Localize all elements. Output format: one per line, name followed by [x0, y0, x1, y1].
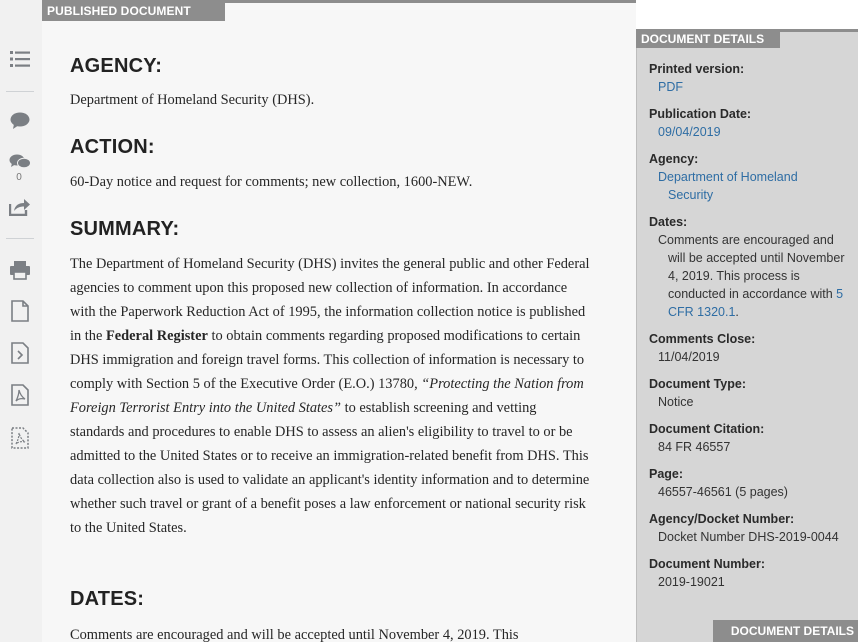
document-details-label: DOCUMENT DETAILS [636, 32, 780, 48]
document-details-header [636, 29, 858, 48]
document-details-footer-label: DOCUMENT DETAILS [713, 623, 858, 642]
docket-number-label: Agency/Docket Number: [649, 512, 795, 526]
printed-version-label: Printed version: [649, 62, 745, 76]
document-citation-label: Document Citation: [649, 422, 765, 436]
document-body [42, 0, 636, 642]
document-number-label: Document Number: [649, 557, 765, 571]
list-icon[interactable] [7, 46, 33, 72]
action-section [70, 136, 590, 194]
dates-detail-text [649, 231, 854, 321]
docket-number-value: Docket Number DHS-2019-0044 [658, 530, 839, 544]
published-document-label: PUBLISHED DOCUMENT [42, 3, 225, 21]
publication-date-label: Publication Date: [649, 107, 752, 121]
summary-text-part1: The Department of Homeland Security (DHS) invites the general public and other Federal agencies to comment upon this proposed new collection of information. In accordance with the Paperwork Reduction Act of 1995, the information collection notice is published in the [70, 256, 590, 344]
published-document-tab [42, 0, 636, 21]
document-icon[interactable] [7, 298, 33, 324]
toolbar-divider [6, 91, 34, 92]
share-icon[interactable] [7, 194, 33, 220]
xml-icon[interactable] [7, 340, 33, 366]
document-number-value: 2019-19021 [658, 575, 725, 589]
comments-close-value: 11/04/2019 [658, 350, 720, 364]
document-citation-value: 84 FR 46557 [658, 440, 731, 454]
agency-section [70, 55, 590, 112]
document-citation-detail [649, 420, 854, 456]
dates-detail [649, 213, 854, 321]
toolbar-divider [6, 238, 34, 239]
dates-label: Dates: [649, 215, 688, 229]
document-number-detail [649, 555, 854, 591]
summary-text-part3: to establish screening and vetting standards and procedures to enable DHS to assess an alien's eligibility to travel to or be admitted to the United States or to receive an immigration-related benefit from DHS. This data collection also is used to validate an applicant's identity information and to determine whether such travel or grant of a benefit poses a law enforcement or national security risk to the United States. [70, 400, 590, 536]
document-type-value: Notice [658, 395, 694, 409]
federal-register-emphasis: Federal Register [105, 328, 208, 344]
agency-detail [649, 150, 854, 204]
publication-date-detail [649, 105, 854, 141]
docket-number-detail [649, 510, 854, 546]
page-value: 46557-46561 (5 pages) [658, 485, 788, 499]
summary-heading: SUMMARY: [70, 218, 180, 240]
document-type-label: Document Type: [649, 377, 746, 391]
document-details-footer [713, 620, 858, 642]
action-text: 60-Day notice and request for comments; new collection, 1600-NEW. [70, 174, 473, 190]
dates-heading: DATES: [70, 588, 145, 610]
agency-link[interactable]: Department of Homeland Security [658, 170, 798, 202]
dates-text: Comments are encouraged and will be accepted until November 4, 2019. This [70, 627, 519, 642]
dates-section [70, 588, 590, 642]
comment-icon[interactable] [7, 108, 33, 134]
cfr-link[interactable]: 5 CFR 1320.1 [668, 287, 844, 319]
pdf-outline-icon[interactable] [7, 425, 33, 451]
summary-section [70, 218, 590, 540]
agency-text: Department of Homeland Security (DHS). [70, 92, 315, 108]
agency-heading: AGENCY: [70, 55, 163, 77]
executive-order-title: “Protecting the Nation from Foreign Terrorist Entry into the United States” [70, 376, 584, 416]
page-detail [649, 465, 854, 501]
agency-label: Agency: [649, 152, 699, 166]
comment-count: 0 [16, 172, 22, 183]
action-heading: ACTION: [70, 136, 155, 158]
pdf-icon[interactable] [7, 382, 33, 408]
page-label: Page: [649, 467, 684, 481]
comments-close-detail [649, 330, 854, 366]
utility-toolbar [0, 0, 42, 642]
pdf-link[interactable]: PDF [658, 80, 683, 94]
dates-detail-suffix: . [735, 305, 739, 319]
print-icon[interactable] [7, 257, 33, 283]
summary-text [70, 252, 590, 540]
comments-close-label: Comments Close: [649, 332, 756, 346]
document-type-detail [649, 375, 854, 411]
publication-date-link[interactable]: 09/04/2019 [658, 125, 721, 139]
printed-version-detail [649, 60, 854, 96]
summary-text-part2: to obtain comments regarding proposed modifications to certain DHS immigration and foreign travel forms. This collection of information is necessary to comply with Section 5 of the Executive Order (E.O.) 13780, [70, 328, 585, 392]
dates-detail-body: Comments are encouraged and will be accepted until November 4, 2019. This process is conducted in accordance with [658, 233, 845, 301]
